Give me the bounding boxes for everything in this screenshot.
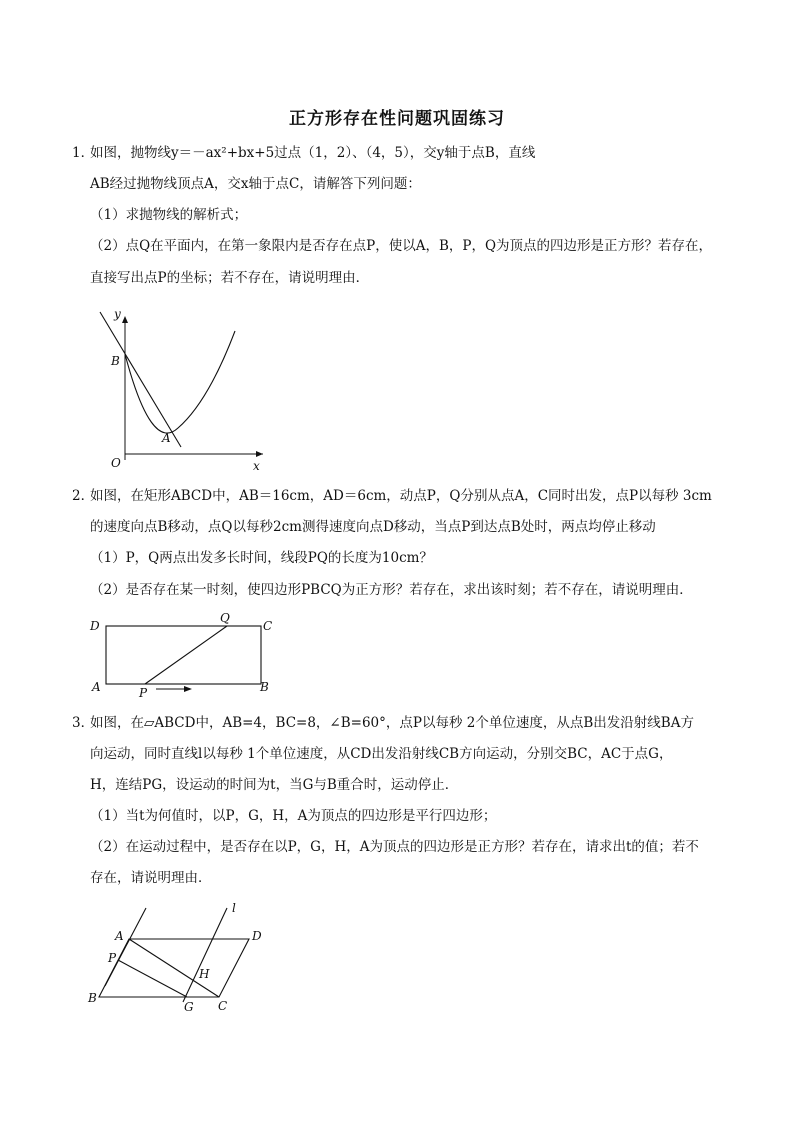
problem-1-line-1: 1．如图，抛物线y＝－ax²+bx+5过点（1，2）、（4，5），交y轴于点B，直线: [72, 145, 536, 161]
parallelogram-figure: [86, 898, 286, 1018]
label-l: l: [232, 901, 236, 915]
label-a: A: [92, 680, 101, 694]
label-b: B: [88, 991, 97, 1005]
label-a: A: [162, 431, 171, 445]
parabola-figure: [88, 302, 268, 474]
problem-3-line-6: 存在，请说明理由．: [90, 870, 212, 886]
y-axis-arrow: [122, 316, 128, 323]
problem-3-line-1: 3．如图，在▱ABCD中，AB=4，BC=8，∠B=60°，点P以每秒 2个单位速度，从点B出发沿射线BA方: [72, 715, 694, 731]
problem-2-line-2: 的速度向点B移动，点Q以每秒2cm测得速度向点D移动，当点P到达点B处时，两点均停止移动: [90, 519, 656, 535]
rectangle-abcd: [106, 626, 261, 684]
problem-3-line-3: H，连结PG，设运动的时间为t，当G与B重合时，运动停止．: [90, 777, 459, 793]
problem-3-line-5: （2）在运动过程中，是否存在以P，G，H，A为顶点的四边形是正方形？若存在，请求出t的值；若不: [90, 839, 699, 855]
label-d: D: [252, 929, 262, 943]
problem-3-line-2: 向运动，同时直线l以每秒 1个单位速度，从CD出发沿射线CB方向运动，分别交BC，AC于点G，: [90, 746, 673, 762]
segment-pg: [118, 960, 187, 997]
problem-1-line-3: （1）求抛物线的解析式；: [90, 207, 248, 223]
ray-ba: [105, 908, 146, 986]
page-title: 正方形存在性问题巩固练习: [289, 109, 505, 129]
x-axis-arrow: [256, 451, 263, 457]
label-x: x: [253, 459, 260, 473]
label-p: P: [139, 686, 148, 700]
problem-1-line-2: AB经过抛物线顶点A，交x轴于点C，请解答下列问题：: [90, 176, 421, 192]
problem-1-number: 1．: [72, 145, 95, 161]
problem-1-line-4: （2）点Q在平面内，在第一象限内是否存在点P，使以A，B，P，Q为顶点的四边形是正方形？若存在，: [90, 238, 713, 254]
label-p: P: [108, 951, 117, 965]
segment-pq: [145, 626, 227, 684]
problem-1-line-5: 直接写出点P的坐标；若不存在，请说明理由．: [90, 270, 370, 286]
rectangle-figure: [86, 608, 286, 700]
label-g: G: [184, 1000, 194, 1014]
problem-2-line-1: 2．如图，在矩形ABCD中，AB＝16cm，AD＝6cm，动点P，Q分别从点A，C同时出发，点P以每秒 3cm: [72, 488, 712, 504]
problem-3-line-4: （1）当t为何值时，以P，G，H，A为顶点的四边形是平行四边形；: [90, 808, 497, 824]
problem-2-line-4: （2）是否存在某一时刻，使四边形PBCQ为正方形？若存在，求出该时刻；若不存在，请说明理由．: [90, 582, 693, 598]
label-o: O: [111, 456, 121, 470]
line-ab: [100, 312, 181, 447]
problem-2-line-3: （1）P，Q两点出发多长时间，线段PQ的长度为10cm？: [90, 550, 433, 566]
label-c: C: [263, 619, 273, 633]
arrow-head: [184, 686, 192, 692]
label-b: B: [260, 680, 269, 694]
problem-2-number: 2．: [72, 488, 95, 504]
label-b: B: [111, 354, 120, 368]
label-y: y: [114, 307, 121, 321]
label-d: D: [90, 619, 100, 633]
label-q: Q: [220, 611, 230, 625]
label-h: H: [199, 967, 210, 981]
label-c: C: [218, 999, 228, 1013]
label-a: A: [115, 929, 124, 943]
problem-3-number: 3．: [72, 715, 95, 731]
